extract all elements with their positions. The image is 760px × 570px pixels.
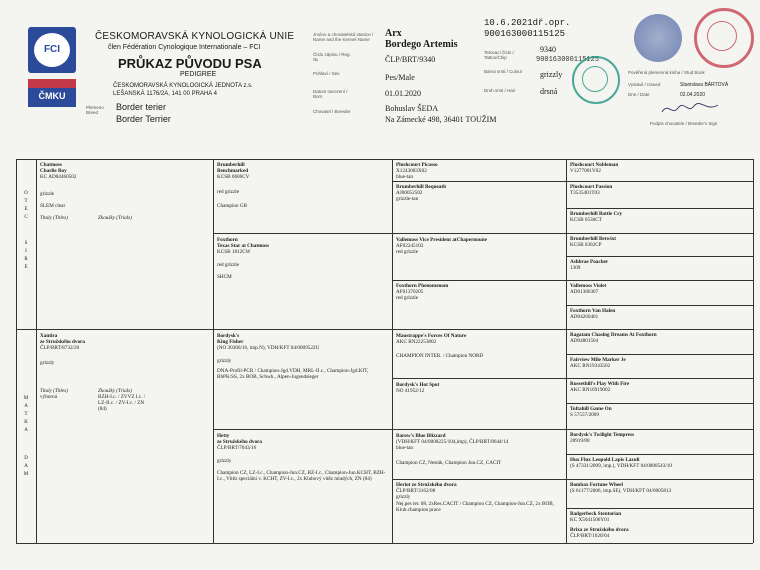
breeder-name: Bohuslav ŠEDA: [385, 104, 439, 113]
blue-seal-stamp: [634, 14, 682, 62]
gen4-12: Bordysk's Twilight Tempress 28919/08: [570, 432, 634, 445]
gen2-sire-sire: Brumberhill Benchmarked KCSB 0606CV red grizzle Champion GB: [217, 162, 250, 209]
red-seal-stamp: [694, 8, 754, 68]
dam-label-cz: M A T K A: [23, 396, 29, 433]
gen4-3: Brumberhill Battle Cry KCSB 0536CT: [570, 211, 623, 224]
gen4-5-real: Ashbrae Poacher 1309: [570, 259, 609, 272]
label-color: Barva srsti / Colour: [484, 69, 523, 74]
club-name: ČESKOMORAVSKÁ KYNOLOGICKÁ JEDNOTA z.s.: [113, 83, 253, 89]
fci-logo: FCI: [28, 27, 76, 73]
gen2-sire-dam: Foxthorn Texas Star at Chatmoss KCSB 1812CW red grizzle SHCM: [217, 237, 270, 280]
gen4-1: Plushcourt Nobleman V1277001V02: [570, 162, 619, 175]
gen3-5: Maustrappe's Forces Of Nature AKC RN22253802 CHAMPION INTER. / Champion NORD: [396, 333, 484, 360]
label-date: Dne / Date: [628, 92, 650, 97]
label-tattoo: Tetovací číslo / Tattoo/Chip: [484, 50, 514, 60]
cmku-logo: ČMKU: [28, 79, 76, 107]
dog-hair: drsná: [540, 87, 558, 96]
dog-kennel: Bordego Artemis: [385, 39, 458, 50]
document-title: PRŮKAZ PŮVODU PSA: [118, 56, 262, 71]
dog-sex: Pes/Male: [385, 73, 415, 82]
sire-label-cz: O T E C: [24, 191, 28, 220]
green-seal-stamp: [572, 56, 620, 104]
gen4-13: Hux Flux Leopold Lapis Lazuli (S 47331/2009, imp.), VDH/KFT 04/0008543/10: [570, 457, 672, 470]
breed-label: Plemeno Breed: [86, 105, 104, 115]
gen1-sire: Chatmoss Charlie Boy KC AD04460502 grizzle SLEM clear Tituly (Titles) Zkoušky (Trials): [40, 162, 132, 222]
label-breeder: Chovatel / Breeder: [313, 109, 351, 114]
org-name: ČESKOMORAVSKÁ KYNOLOGICKÁ UNIE: [95, 31, 295, 42]
club-address: LEŠANSKÁ 1176/2A, 141 00 PRAHA 4: [113, 91, 217, 97]
gen4-4: Brumberhill Betwixt KCSB 0302CP: [570, 236, 616, 249]
gen4-15: Badgerbeck Stentorian KC X5041506Y01: [570, 511, 622, 524]
document-subtitle: PEDIGREE: [180, 71, 217, 78]
label-hair: Druh srsti / Hair: [484, 88, 516, 93]
sire-label-en: S I R E: [24, 241, 28, 270]
gen4-7: Foxthorn Van Halen AD04260401: [570, 308, 616, 321]
gen3-4: Foxthorn Phenomenom AF01370205 red grizzle: [396, 283, 449, 302]
breed-cz: Border terier: [116, 102, 167, 112]
gen3-7: Barow's Blue Blizzard (VDH/KFT 04/0008225/104,imp), ČLP/BRT/8644/14 blue-tan Champion CZ, Nesták, Champion Jun.CZ, CACIT: [396, 433, 509, 466]
dog-chip: 900163000115125: [536, 56, 600, 64]
gen4-16: Brixa ze Stružského dvora ČLP/BRT/1620/04: [570, 527, 629, 540]
gen2-dam-dam: Hetty ze Stružského dvora ČLP/BRT/7043/16 grizzly Champion CZ, LZ-I.c., Champion-Jun.CZ, BZ-I.c., Champion-Jun.KCHT, BZH-I.c., Vítěz speciální v. KCHT, ZV-I.c., 2x Klubový vítěz mladých, ZN (84): [217, 433, 386, 483]
gen4-8: Ragatam Chasing Dreams At Foxthorn AD04801504: [570, 332, 657, 345]
signature: [660, 102, 720, 116]
breeder-address: Na Zámecké 498, 36401 TOUŽIM: [385, 115, 497, 124]
gen4-14: Bombax Fortune Wheel (S 61177/2006, imp.SE), VDH/KFT 04/0005813: [570, 482, 672, 495]
correction-stamp-chip: 900163000115125: [484, 29, 566, 39]
dog-tattoo: 9340: [540, 45, 556, 54]
issued-by: Stanislava BÁRTOVÁ: [680, 82, 729, 88]
gen4-9: Fairview Mile Marker Je AKC RN19343502: [570, 357, 626, 370]
gen3-2: Brumberhill Bequeath AJ00052502 grizzle-tan: [396, 184, 447, 203]
label-dob: Datum narození / Born: [313, 89, 348, 99]
gen4-10: Russethill's Play With Fire AKC RN16919002: [570, 381, 630, 394]
gen3-6: Bordysk's Hot Spot NO 41952/12: [396, 382, 440, 395]
dam-label-en: D A M: [23, 456, 29, 477]
gen3-8: Heriot ze Stružského dvora ČLP/BRT/3162/08 grizzly Nej.pes ter. 08, 2xRes.CACIT / Champion CZ, Champion-Jun.CZ, 2x BOB, Klub.champion prace: [396, 482, 554, 513]
label-issued: Vystavil / Issued: [628, 82, 661, 87]
label-name: Jméno a chovatelská stanice / Name and the Kennel Name: [313, 32, 374, 42]
label-signature: Podpis chovatele / Breeder's Sign: [650, 121, 718, 126]
gen4-6: Vallemoss Violet AD01386307: [570, 283, 607, 296]
dog-name: Arx: [385, 28, 402, 39]
label-sex: Pohlaví / Sex: [313, 71, 340, 76]
label-reg: Číslo zápisu / Reg. №: [313, 52, 351, 62]
correction-stamp-date: 10.6.2021dř.opr.: [484, 18, 571, 28]
gen4-11: Toftahill Game On S 57557/2009: [570, 406, 612, 419]
dog-reg: ČLP/BRT/9340: [385, 55, 436, 64]
dog-color: grizzly: [540, 70, 563, 79]
gen3-1: Plushcourt Picasso X1243003X02 blue-tan: [396, 162, 438, 181]
gen1-dam: Xantira ze Stružského dvora ČLP/BRT/8732/20 grizzly Tituly (Titles) Zkoušky (Trials) výborná BZH-I.c. / ZVVZ I.c. / LZ-II.c. / ZV-I.c. / ZN (84): [40, 333, 146, 413]
issue-date: 02.04.2020: [680, 92, 706, 98]
label-stud-book: Pověřená plemenná kniha / Stud Book: [628, 70, 705, 75]
gen3-3: Vallemoss Vice President atChapernoune AF02245103 red grizzle: [396, 237, 487, 256]
breed-en: Border Terrier: [116, 114, 171, 124]
gen4-2: Plushcourt Passion T3535401T03: [570, 184, 613, 197]
gen2-dam-sire: Bordysk's King Fisher (NO 30306/16, imp.N), VDH/KFT 04/0009522U grizzly DNA-Profil-PCR / Champion-Jgd.VDH, MRL-II.c., Champion-Jgd.KfT, BhPK/SS, 2x BOB, Schwh., Alpen-Jugendsieger: [217, 333, 369, 381]
dog-dob: 01.01.2020: [385, 89, 421, 98]
org-member: člen Fédération Cynologique Internationale – FCI: [108, 44, 261, 51]
